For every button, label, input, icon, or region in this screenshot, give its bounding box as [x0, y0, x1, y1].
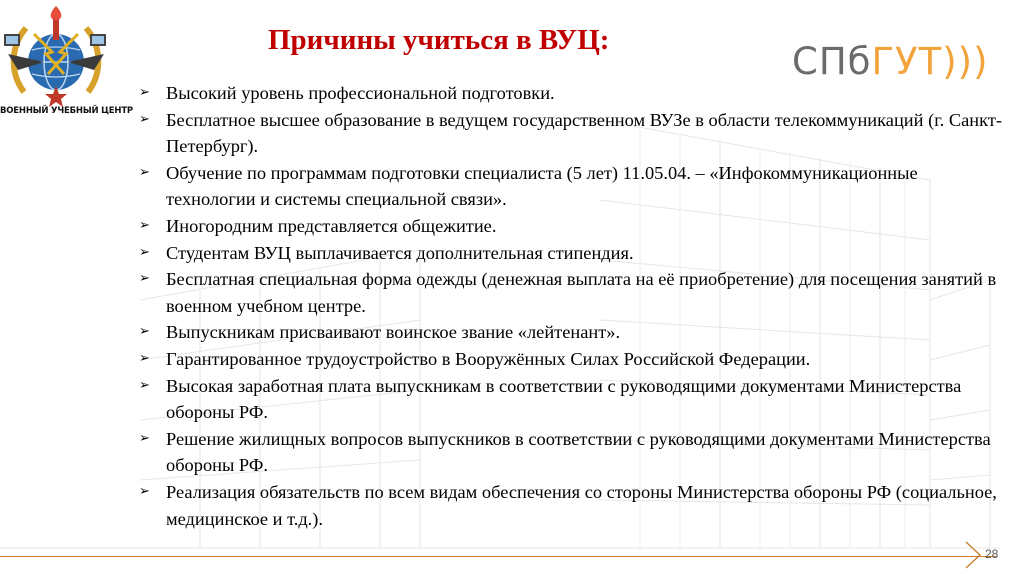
list-item: ➢ Выпускникам присваивают воинское звание «лейтенант». — [139, 319, 1009, 346]
bullet-arrow-icon: ➢ — [139, 164, 150, 180]
list-item: ➢ Бесплатное высшее образование в ведущем государственном ВУЗе в области телекоммуникаций (г. Санкт-Петербург). — [139, 107, 1009, 160]
bullet-arrow-icon: ➢ — [139, 324, 150, 340]
bullet-arrow-icon: ➢ — [139, 377, 150, 393]
emblem-caption: ВОЕННЫЙ УЧЕБНЫЙ ЦЕНТР — [0, 106, 133, 116]
page-number: 28 — [985, 547, 999, 561]
bullet-arrow-icon: ➢ — [139, 111, 150, 127]
slide-title: Причины учиться в ВУЦ: — [268, 24, 610, 56]
spbgut-logo — [792, 40, 989, 83]
bullet-arrow-icon: ➢ — [139, 350, 150, 366]
list-item: ➢ Высокая заработная плата выпускникам в соответствии с руководящими документами Министерства обороны РФ. — [139, 373, 1009, 426]
list-item: ➢ Гарантированное трудоустройство в Вооружённых Силах Российской Федерации. — [139, 346, 1009, 373]
list-item: ➢ Бесплатная специальная форма одежды (денежная выплата на её приобретение) для посещения занятий в военном учебном центре. — [139, 266, 1009, 319]
military-training-center-emblem-icon — [4, 4, 108, 108]
logo-text-spb: СПб — [792, 40, 872, 83]
list-item: ➢ Реализация обязательств по всем видам обеспечения со стороны Министерства обороны РФ (социальное, медицинское и т.д.). — [139, 479, 1009, 532]
logo-waves: ))) — [942, 40, 989, 83]
list-item: ➢ Решение жилищных вопросов выпускников в соответствии с руководящими документами Министерства обороны РФ. — [139, 426, 1009, 479]
bullet-arrow-icon: ➢ — [139, 217, 150, 233]
list-item: ➢ Студентам ВУЦ выплачивается дополнительная стипендия. — [139, 240, 1009, 267]
bullet-arrow-icon: ➢ — [139, 85, 150, 100]
footer-chevron-icon — [962, 540, 984, 570]
logo-text-gut: ГУТ — [871, 40, 943, 83]
bullet-arrow-icon: ➢ — [139, 271, 150, 287]
list-item: ➢ Обучение по программам подготовки специалиста (5 лет) 11.05.04. – «Инфокоммуникационные технологии и системы специальной связи». — [139, 160, 1009, 213]
bullet-arrow-icon: ➢ — [139, 244, 150, 260]
bullet-arrow-icon: ➢ — [139, 483, 150, 499]
bullet-arrow-icon: ➢ — [139, 430, 150, 446]
list-item: ➢ Иногородним представляется общежитие. — [139, 213, 1009, 240]
reasons-list — [139, 80, 1009, 532]
footer-line — [0, 556, 996, 557]
list-item: ➢ Высокий уровень профессиональной подготовки. — [139, 80, 1009, 107]
